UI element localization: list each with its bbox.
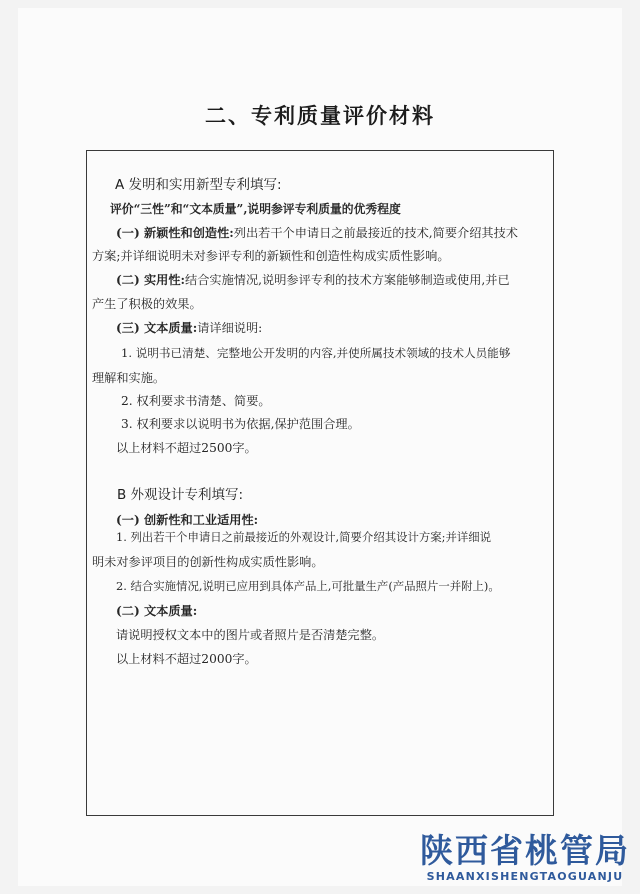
watermark-logo — [420, 832, 630, 884]
section-b-limit: 以上材料不超过2000字。 — [116, 652, 257, 666]
section-a-item3-text: 请详细说明: — [197, 321, 263, 335]
section-a-limit: 以上材料不超过2500字。 — [116, 441, 257, 455]
watermark-english: SHAANXISHENGTAOGUANJU — [426, 870, 624, 883]
section-a-point1: 1. 说明书已清楚、完整地公开发明的内容,并使所属技术领域的技术人员能够 — [121, 346, 511, 360]
watermark-chinese: 陕西省桃管局 — [420, 831, 630, 870]
section-a-point2: 2. 权利要求书清楚、简要。 — [121, 394, 271, 408]
section-b-heading: B 外观设计专利填写: — [117, 487, 244, 503]
section-a-item2 — [116, 272, 510, 288]
section-a-item3-label: (三) 文本质量: — [116, 321, 198, 335]
section-b-item2-text: 请说明授权文本中的图片或者照片是否清楚完整。 — [116, 628, 385, 642]
section-b-point2: 2. 结合实施情况,说明已应用到具体产品上,可批量生产(产品照片一并附上)。 — [116, 579, 500, 593]
section-a-point1-continued: 理解和实施。 — [92, 371, 166, 385]
section-b-item1-label: (一) 创新性和工业适用性: — [116, 513, 259, 527]
section-a-point3: 3. 权利要求以说明书为依据,保护范围合理。 — [121, 417, 360, 431]
section-a-item1-text: 列出若干个申请日之前最接近的技术,简要介绍其技术 — [233, 226, 518, 240]
section-a-item2-label: (二) 实用性: — [116, 273, 186, 287]
section-a-heading: A 发明和实用新型专利填写: — [115, 177, 282, 193]
section-a-subtitle: 评价“三性”和“文本质量”,说明参评专利质量的优秀程度 — [110, 202, 401, 216]
section-b-item2-label: (二) 文本质量: — [116, 604, 198, 618]
page-title: 二、专利质量评价材料 — [205, 103, 435, 128]
section-b-point1: 1. 列出若干个申请日之前最接近的外观设计,简要介绍其设计方案;并详细说 — [116, 530, 492, 544]
section-a-item2-continued: 产生了积极的效果。 — [92, 297, 202, 311]
section-b-point1-continued: 明未对参评项目的创新性构成实质性影响。 — [92, 555, 324, 569]
section-a-item1-continued: 方案;并详细说明未对参评专利的新颖性和创造性构成实质性影响。 — [92, 249, 450, 263]
section-a-item3 — [116, 320, 262, 336]
section-a-item1 — [116, 225, 518, 241]
section-a-item1-label: (一) 新颖性和创造性: — [116, 226, 234, 240]
section-a-item2-text: 结合实施情况,说明参评专利的技术方案能够制造或使用,并已 — [185, 273, 510, 287]
